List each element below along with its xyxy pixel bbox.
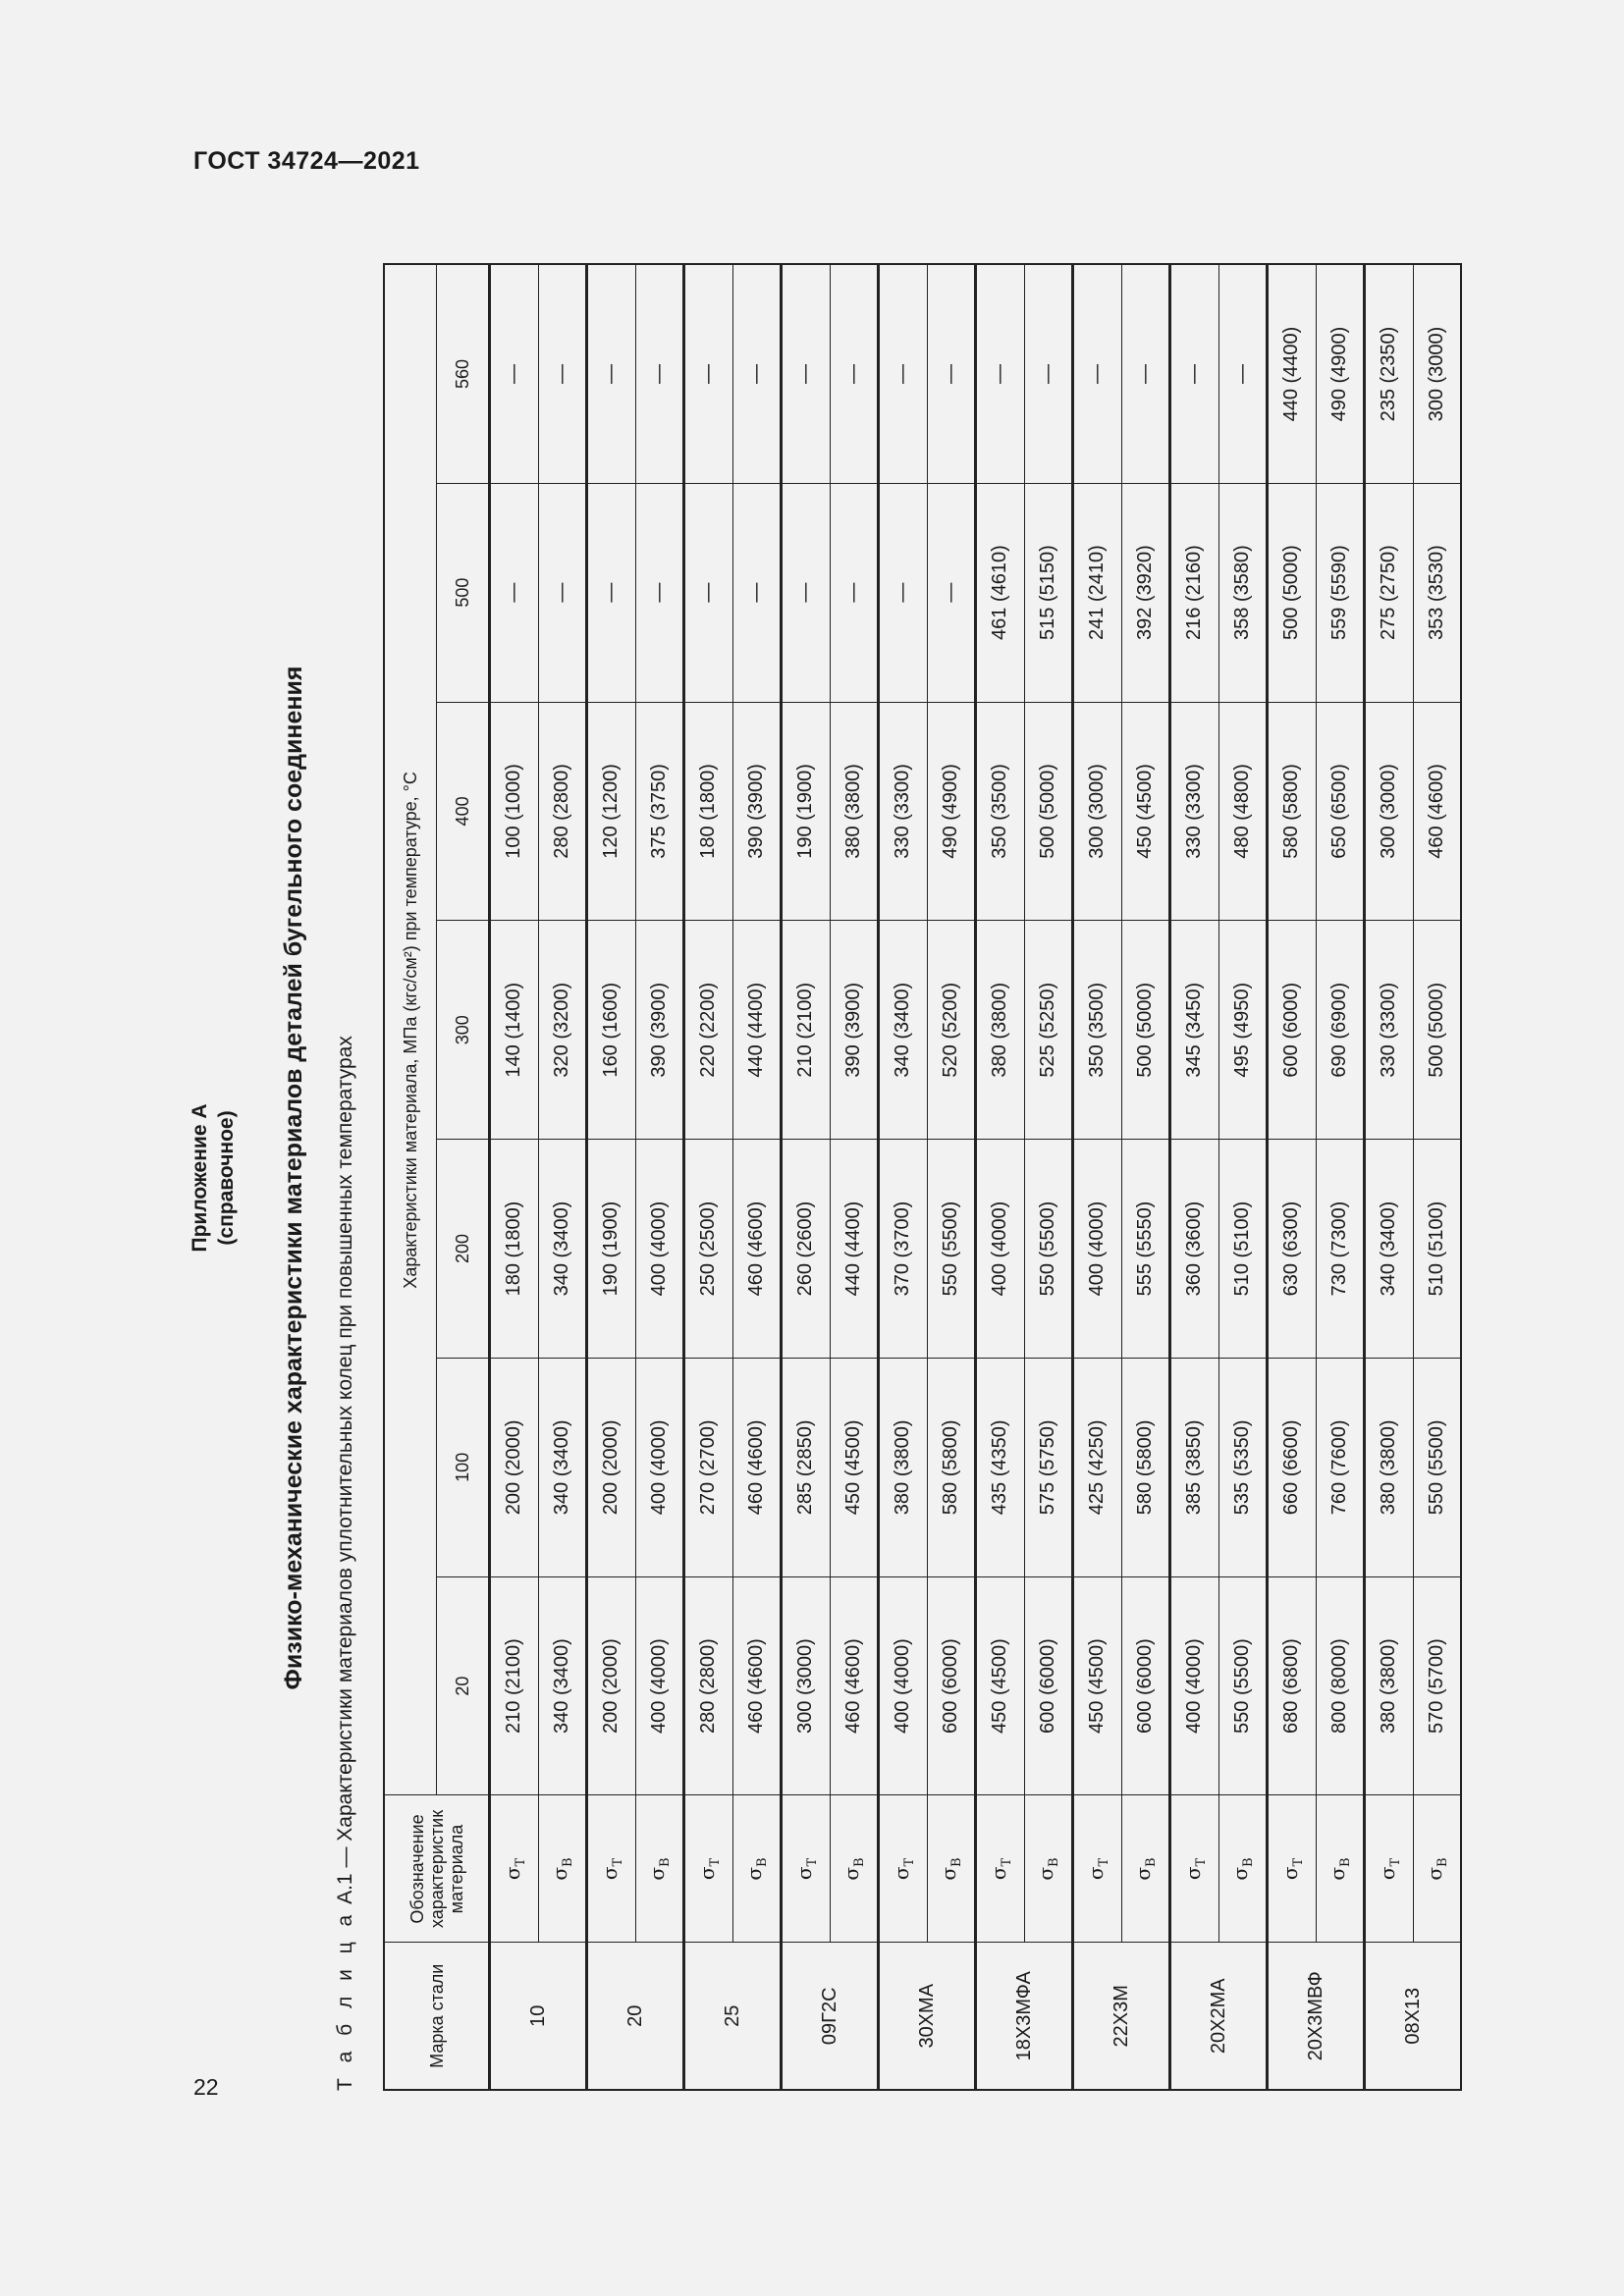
sigma-symbol: σ — [791, 1866, 816, 1881]
sigma-subscript: В — [1241, 1857, 1257, 1867]
value-cell: 660 (6600) — [1268, 1358, 1317, 1576]
value-cell: 460 (4600) — [830, 1576, 879, 1795]
designation-cell — [635, 1795, 684, 1943]
value-cell: 535 (5350) — [1218, 1358, 1268, 1576]
designation-cell — [490, 1795, 539, 1943]
value-cell: — — [830, 264, 879, 483]
value-cell: 353 (3530) — [1413, 483, 1461, 702]
value-cell: 380 (3800) — [976, 921, 1025, 1140]
value-cell: 450 (4500) — [1121, 702, 1170, 921]
sigma-symbol: σ — [1326, 1866, 1350, 1881]
value-cell: — — [927, 264, 976, 483]
value-cell: 400 (4000) — [635, 1576, 684, 1795]
value-cell: 390 (3900) — [830, 921, 879, 1140]
value-cell: 460 (4600) — [732, 1358, 782, 1576]
header-temp: 300 — [437, 921, 490, 1140]
value-cell: 500 (5000) — [1024, 702, 1073, 921]
table-row — [1121, 264, 1170, 2090]
sigma-subscript: В — [949, 1857, 965, 1867]
value-cell: 600 (6000) — [1268, 921, 1317, 1140]
value-cell: 450 (4500) — [1073, 1576, 1122, 1795]
value-cell: 510 (5100) — [1413, 1140, 1461, 1359]
sigma-subscript: В — [1144, 1857, 1160, 1867]
value-cell: 461 (4610) — [976, 483, 1025, 702]
header-characteristics: Характеристики материала, МПа (кгс/см²) при температуре, °С — [384, 264, 437, 1795]
sigma-symbol: σ — [500, 1866, 524, 1881]
value-cell: 630 (6300) — [1268, 1140, 1317, 1359]
value-cell: — — [830, 483, 879, 702]
sigma-symbol: σ — [1034, 1866, 1058, 1881]
sigma-subscript: В — [1047, 1857, 1062, 1867]
designation-cell — [1218, 1795, 1268, 1943]
value-cell: 300 (3000) — [782, 1576, 831, 1795]
sigma-symbol: σ — [1277, 1866, 1302, 1881]
value-cell: 280 (2800) — [684, 1576, 733, 1795]
value-cell: — — [635, 264, 684, 483]
value-cell: 400 (4000) — [635, 1140, 684, 1359]
sigma-subscript: В — [561, 1857, 576, 1867]
value-cell: 340 (3400) — [538, 1358, 587, 1576]
designation-cell — [976, 1795, 1025, 1943]
value-cell: — — [927, 483, 976, 702]
steel-grade-cell: 20Х2МА — [1170, 1943, 1268, 2090]
steel-grade-cell: 30ХМА — [879, 1943, 976, 2090]
value-cell: 580 (5800) — [1121, 1358, 1170, 1576]
designation-cell — [1121, 1795, 1170, 1943]
steel-grade-cell: 18Х3МФА — [976, 1943, 1073, 2090]
value-cell: 600 (6000) — [1121, 1576, 1170, 1795]
sigma-symbol: σ — [1375, 1866, 1399, 1881]
designation-cell — [538, 1795, 587, 1943]
table-row — [1024, 264, 1073, 2090]
table-row — [782, 264, 831, 2090]
value-cell: 220 (2200) — [684, 921, 733, 1140]
sigma-subscript: Т — [999, 1857, 1014, 1867]
value-cell: 520 (5200) — [927, 921, 976, 1140]
value-cell: 300 (3000) — [1413, 264, 1461, 483]
value-cell: — — [782, 264, 831, 483]
sigma-subscript: Т — [901, 1857, 917, 1867]
value-cell: — — [1073, 264, 1122, 483]
sigma-subscript: В — [755, 1857, 771, 1867]
value-cell: 450 (4500) — [976, 1576, 1025, 1795]
value-cell: 555 (5550) — [1121, 1140, 1170, 1359]
page-number: 22 — [193, 2074, 219, 2100]
value-cell: 440 (4400) — [732, 921, 782, 1140]
value-cell: 600 (6000) — [1024, 1576, 1073, 1795]
value-cell: — — [1170, 264, 1219, 483]
table-row — [538, 264, 587, 2090]
table-row — [879, 264, 928, 2090]
value-cell: 760 (7600) — [1316, 1358, 1365, 1576]
value-cell: 490 (4900) — [927, 702, 976, 921]
value-cell: 350 (3500) — [976, 702, 1025, 921]
table-row — [1365, 264, 1414, 2090]
value-cell: — — [1024, 264, 1073, 483]
value-cell: 730 (7300) — [1316, 1140, 1365, 1359]
table-caption — [334, 1036, 357, 2091]
table-row — [1268, 264, 1317, 2090]
designation-cell — [830, 1795, 879, 1943]
designation-cell — [1365, 1795, 1414, 1943]
steel-grade-cell: 25 — [684, 1943, 782, 2090]
value-cell: 360 (3600) — [1170, 1140, 1219, 1359]
table-row — [732, 264, 782, 2090]
standard-header: ГОСТ 34724—2021 — [193, 147, 420, 175]
value-cell: 340 (3400) — [1365, 1140, 1414, 1359]
value-cell: 400 (4000) — [635, 1358, 684, 1576]
header-temp: 560 — [437, 264, 490, 483]
value-cell: 340 (3400) — [538, 1140, 587, 1359]
sigma-symbol: σ — [839, 1866, 864, 1881]
table-row — [976, 264, 1025, 2090]
sigma-symbol: σ — [1180, 1866, 1205, 1881]
value-cell: 550 (5500) — [1218, 1576, 1268, 1795]
steel-grade-cell: 09Г2С — [782, 1943, 879, 2090]
sigma-symbol: σ — [694, 1866, 719, 1881]
designation-cell — [1268, 1795, 1317, 1943]
sigma-subscript: Т — [1193, 1857, 1209, 1867]
sigma-subscript: В — [1435, 1857, 1451, 1867]
header-temp: 100 — [437, 1358, 490, 1576]
steel-grade-cell: 20Х3МВФ — [1268, 1943, 1365, 2090]
value-cell: 510 (5100) — [1218, 1140, 1268, 1359]
sigma-symbol: σ — [548, 1866, 572, 1881]
table-row — [587, 264, 636, 2090]
value-cell: 800 (8000) — [1316, 1576, 1365, 1795]
table-row — [1316, 264, 1365, 2090]
sigma-symbol: σ — [889, 1866, 913, 1881]
value-cell: 120 (1200) — [587, 702, 636, 921]
value-cell: 525 (5250) — [1024, 921, 1073, 1140]
designation-cell — [927, 1795, 976, 1943]
sigma-symbol: σ — [1083, 1866, 1108, 1881]
table-row — [1170, 264, 1219, 2090]
value-cell: 330 (3300) — [1170, 702, 1219, 921]
value-cell: 210 (2100) — [782, 921, 831, 1140]
value-cell: — — [684, 264, 733, 483]
value-cell: 160 (1600) — [587, 921, 636, 1140]
value-cell: 235 (2350) — [1365, 264, 1414, 483]
table-row — [635, 264, 684, 2090]
rotated-content — [187, 265, 1483, 2091]
value-cell: 570 (5700) — [1413, 1576, 1461, 1795]
designation-cell — [684, 1795, 733, 1943]
sigma-subscript: Т — [1096, 1857, 1111, 1867]
value-cell: 370 (3700) — [879, 1140, 928, 1359]
value-cell: 400 (4000) — [879, 1576, 928, 1795]
value-cell: 250 (2500) — [684, 1140, 733, 1359]
value-cell: — — [490, 264, 539, 483]
table-row — [830, 264, 879, 2090]
caption-text: — Характеристики материалов уплотнительных колец при повышенных температурах — [334, 1036, 356, 1868]
value-cell: 480 (4800) — [1218, 702, 1268, 921]
value-cell: — — [538, 483, 587, 702]
appendix-title: Приложение А — [189, 1103, 211, 1253]
value-cell: 380 (3800) — [879, 1358, 928, 1576]
designation-cell — [1413, 1795, 1461, 1943]
table-body — [490, 264, 1462, 2090]
sigma-symbol: σ — [1131, 1866, 1156, 1881]
designation-cell — [1073, 1795, 1122, 1943]
value-cell: 550 (5500) — [1024, 1140, 1073, 1359]
value-cell: — — [1218, 264, 1268, 483]
value-cell: 216 (2160) — [1170, 483, 1219, 702]
appendix-main-title: Физико-механические характеристики материалов деталей бугельного соединения — [280, 666, 307, 1690]
value-cell: 210 (2100) — [490, 1576, 539, 1795]
value-cell: 330 (3300) — [1365, 921, 1414, 1140]
value-cell: — — [976, 264, 1025, 483]
value-cell: 550 (5500) — [1413, 1358, 1461, 1576]
value-cell: 140 (1400) — [490, 921, 539, 1140]
header-temp: 20 — [437, 1576, 490, 1795]
value-cell: — — [1121, 264, 1170, 483]
value-cell: 285 (2850) — [782, 1358, 831, 1576]
caption-prefix: Т а б л и ц а — [334, 1909, 356, 2091]
value-cell: 300 (3000) — [1365, 702, 1414, 921]
value-cell: — — [782, 483, 831, 702]
value-cell: 270 (2700) — [684, 1358, 733, 1576]
appendix-subtitle: (справочное) — [215, 1110, 238, 1246]
value-cell: 575 (5750) — [1024, 1358, 1073, 1576]
sigma-subscript: Т — [707, 1857, 723, 1867]
value-cell: — — [490, 483, 539, 702]
table-row — [490, 264, 539, 2090]
value-cell: 390 (3900) — [635, 921, 684, 1140]
designation-cell — [879, 1795, 928, 1943]
sigma-symbol: σ — [986, 1866, 1010, 1881]
designation-cell — [587, 1795, 636, 1943]
value-cell: 400 (4000) — [1073, 1140, 1122, 1359]
sigma-subscript: Т — [1387, 1857, 1403, 1867]
table-row — [1218, 264, 1268, 2090]
value-cell: 392 (3920) — [1121, 483, 1170, 702]
value-cell: 340 (3400) — [538, 1576, 587, 1795]
value-cell: 385 (3850) — [1170, 1358, 1219, 1576]
sigma-subscript: Т — [513, 1857, 528, 1867]
value-cell: 300 (3000) — [1073, 702, 1122, 921]
value-cell: 380 (3800) — [830, 702, 879, 921]
value-cell: 600 (6000) — [927, 1576, 976, 1795]
value-cell: 100 (1000) — [490, 702, 539, 921]
sigma-symbol: σ — [645, 1866, 670, 1881]
value-cell: — — [879, 483, 928, 702]
value-cell: — — [587, 483, 636, 702]
header-designation: Обозначение характеристик материала — [384, 1795, 490, 1943]
steel-grade-cell: 22Х3М — [1073, 1943, 1170, 2090]
value-cell: 200 (2000) — [587, 1358, 636, 1576]
steel-grade-cell: 08Х13 — [1365, 1943, 1462, 2090]
designation-cell — [782, 1795, 831, 1943]
sigma-subscript: Т — [1290, 1857, 1306, 1867]
value-cell: 390 (3900) — [732, 702, 782, 921]
value-cell: 340 (3400) — [879, 921, 928, 1140]
steel-grade-cell: 20 — [587, 1943, 684, 2090]
table-row — [684, 264, 733, 2090]
sigma-subscript: В — [1338, 1857, 1354, 1867]
value-cell: 275 (2750) — [1365, 483, 1414, 702]
table-row — [927, 264, 976, 2090]
header-steel: Марка стали — [384, 1943, 490, 2090]
value-cell: 350 (3500) — [1073, 921, 1122, 1140]
value-cell: — — [732, 264, 782, 483]
value-cell: 490 (4900) — [1316, 264, 1365, 483]
value-cell: 559 (5590) — [1316, 483, 1365, 702]
value-cell: 440 (4400) — [830, 1140, 879, 1359]
value-cell: 500 (5000) — [1121, 921, 1170, 1140]
value-cell: 515 (5150) — [1024, 483, 1073, 702]
header-temp: 500 — [437, 483, 490, 702]
value-cell: 435 (4350) — [976, 1358, 1025, 1576]
value-cell: 650 (6500) — [1316, 702, 1365, 921]
value-cell: 400 (4000) — [976, 1140, 1025, 1359]
sigma-subscript: В — [852, 1857, 868, 1867]
value-cell: 330 (3300) — [879, 702, 928, 921]
value-cell: 500 (5000) — [1413, 921, 1461, 1140]
value-cell: 200 (2000) — [490, 1358, 539, 1576]
value-cell: 500 (5000) — [1268, 483, 1317, 702]
value-cell: 380 (3800) — [1365, 1576, 1414, 1795]
value-cell: 460 (4600) — [732, 1140, 782, 1359]
designation-cell — [1170, 1795, 1219, 1943]
sigma-subscript: Т — [610, 1857, 625, 1867]
sigma-subscript: Т — [804, 1857, 820, 1867]
sigma-symbol: σ — [597, 1866, 622, 1881]
sigma-symbol: σ — [937, 1866, 961, 1881]
value-cell: 375 (3750) — [635, 702, 684, 921]
value-cell: — — [635, 483, 684, 702]
designation-cell — [1316, 1795, 1365, 1943]
value-cell: 450 (4500) — [830, 1358, 879, 1576]
value-cell: 460 (4600) — [1413, 702, 1461, 921]
value-cell: — — [538, 264, 587, 483]
steel-grade-cell: 10 — [490, 1943, 587, 2090]
value-cell: 580 (5800) — [1268, 702, 1317, 921]
sigma-symbol: σ — [1423, 1866, 1447, 1881]
value-cell: — — [587, 264, 636, 483]
value-cell: — — [732, 483, 782, 702]
value-cell: 180 (1800) — [684, 702, 733, 921]
header-temp: 200 — [437, 1140, 490, 1359]
value-cell: 380 (3800) — [1365, 1358, 1414, 1576]
value-cell: 358 (3580) — [1218, 483, 1268, 702]
value-cell: 320 (3200) — [538, 921, 587, 1140]
sigma-symbol: σ — [1228, 1866, 1253, 1881]
appendix-heading — [187, 265, 240, 2091]
value-cell: — — [684, 483, 733, 702]
value-cell: 345 (3450) — [1170, 921, 1219, 1140]
value-cell: 241 (2410) — [1073, 483, 1122, 702]
value-cell: 550 (5500) — [927, 1140, 976, 1359]
value-cell: 690 (6900) — [1316, 921, 1365, 1140]
sigma-symbol: σ — [742, 1866, 767, 1881]
value-cell: 680 (6800) — [1268, 1576, 1317, 1795]
value-cell: 180 (1800) — [490, 1140, 539, 1359]
value-cell: 580 (5800) — [927, 1358, 976, 1576]
value-cell: 200 (2000) — [587, 1576, 636, 1795]
properties-table — [383, 263, 1462, 2091]
value-cell: 425 (4250) — [1073, 1358, 1122, 1576]
value-cell: 260 (2600) — [782, 1140, 831, 1359]
sigma-subscript: В — [658, 1857, 674, 1867]
caption-number: А.1 — [334, 1873, 356, 1904]
value-cell: 400 (4000) — [1170, 1576, 1219, 1795]
value-cell: 440 (4400) — [1268, 264, 1317, 483]
header-temp: 400 — [437, 702, 490, 921]
table-row — [1073, 264, 1122, 2090]
value-cell: 280 (2800) — [538, 702, 587, 921]
value-cell: 460 (4600) — [732, 1576, 782, 1795]
designation-cell — [1024, 1795, 1073, 1943]
value-cell: 190 (1900) — [782, 702, 831, 921]
table-row — [1413, 264, 1461, 2090]
value-cell: — — [879, 264, 928, 483]
value-cell: 190 (1900) — [587, 1140, 636, 1359]
designation-cell — [732, 1795, 782, 1943]
value-cell: 495 (4950) — [1218, 921, 1268, 1140]
